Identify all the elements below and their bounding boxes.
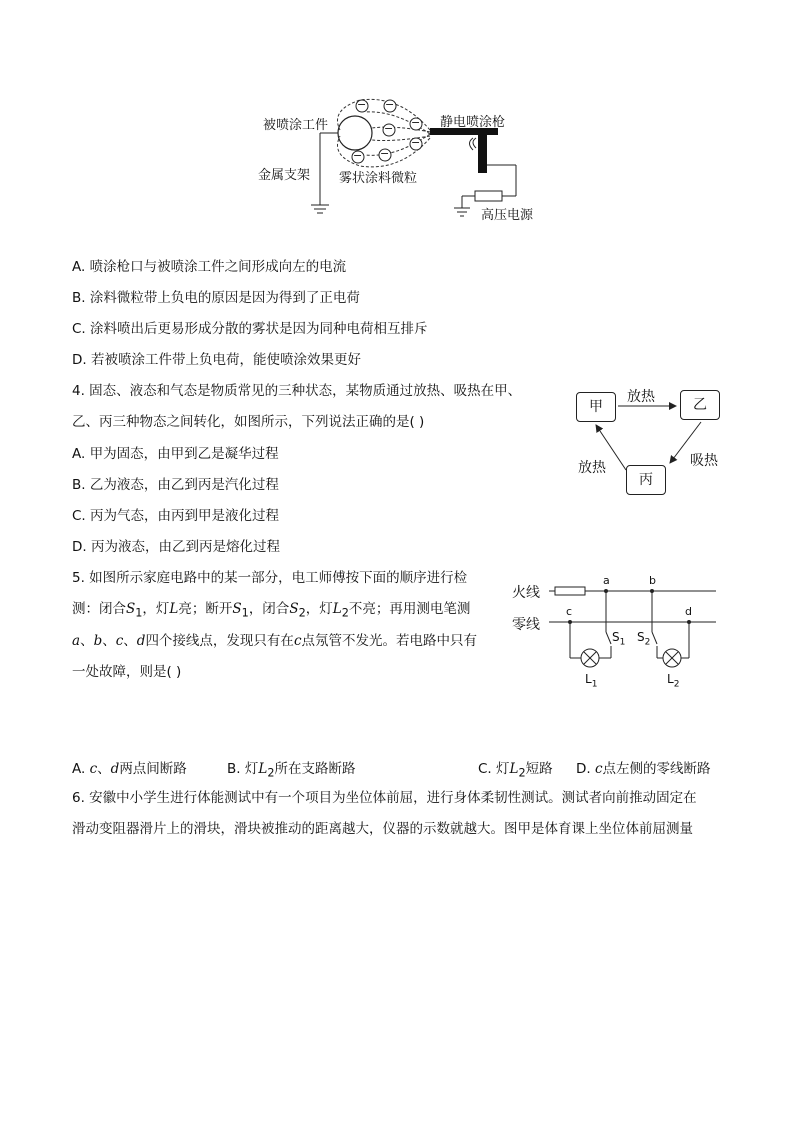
state-jia: 甲 (576, 392, 616, 422)
q3-option-d: D. 若被喷涂工件带上负电荷，能使喷涂效果更好 (72, 352, 361, 368)
charge-sign: − (353, 149, 363, 162)
power-label: 高压电源 (481, 208, 534, 223)
q5-option-b: B. 灯$L_2$所在支路断路 (227, 761, 356, 780)
q6-stem-line2: 滑动变阻器滑片上的滑块，滑块被推动的距离越大，仪器的示数就越大。图甲是体育课上坐位体前屈测量 (72, 821, 693, 837)
q4-option-b: B. 乙为液态，由乙到丙是汽化过程 (72, 477, 279, 493)
state-bing: 丙 (626, 465, 666, 495)
q5-stem-line1: 5. 如图所示家庭电路中的某一部分，电工师傅按下面的顺序进行检 (72, 570, 468, 586)
q4-option-c: C. 丙为气态，由丙到甲是液化过程 (72, 508, 280, 524)
charge-sign: − (385, 98, 395, 111)
q5-stem-line2: 测：闭合$S_1$，灯L亮；断开$S_1$，闭合$S_2$，灯$L_2$不亮；再用测电笔测 (72, 601, 471, 620)
q5-stem-line3: a、b、c、d四个接线点，发现只有在c点氖管不发光。若电路中只有 (72, 633, 477, 649)
live-wire-label: 火线 (512, 585, 540, 601)
particles-label: 雾状涂料微粒 (339, 171, 418, 186)
q3-option-c: C. 涂料喷出后更易形成分散的雾状是因为同种电荷相互排斥 (72, 321, 428, 337)
stand-label: 金属支架 (258, 168, 311, 183)
state-yi: 乙 (680, 390, 720, 420)
q3-option-b: B. 涂料微粒带上负电的原因是因为得到了正电荷 (72, 290, 360, 306)
gun-label: 静电喷涂枪 (440, 115, 506, 130)
lamp-l1-label: $L_1$ (585, 672, 598, 690)
q5-option-a: A. c、d两点间断路 (72, 761, 187, 777)
node-b-label: b (649, 574, 656, 587)
switch-s1-label: $S_1$ (612, 630, 626, 648)
charge-sign: − (380, 147, 390, 160)
q5-option-c: C. 灯$L_2$短路 (478, 761, 553, 780)
neutral-wire-label: 零线 (512, 617, 540, 633)
charge-sign: − (357, 98, 367, 111)
node-c-label: c (566, 605, 573, 618)
arrow-label-right: 吸热 (690, 453, 718, 469)
charge-sign: − (384, 122, 394, 135)
q6-stem-line1: 6. 安徽中小学生进行体能测试中有一个项目为坐位体前屈，进行身体柔韧性测试。测试者向前推动固定在 (72, 790, 697, 806)
q4-option-a: A. 甲为固态，由甲到乙是凝华过程 (72, 446, 279, 462)
lamp-l2-label: $L_2$ (667, 672, 680, 690)
switch-s2-label: $S_2$ (637, 630, 651, 648)
q4-option-d: D. 丙为液态，由乙到丙是熔化过程 (72, 539, 280, 555)
node-a-label: a (603, 574, 610, 587)
charge-sign: − (411, 116, 421, 129)
q4-stem-line2: 乙、丙三种物态之间转化，如图所示，下列说法正确的是( ) (72, 414, 425, 430)
q4-stem-line1: 4. 固态、液态和气态是物质常见的三种状态，某物质通过放热、吸热在甲、 (72, 383, 522, 399)
q3-option-a: A. 喷涂枪口与被喷涂工件之间形成向左的电流 (72, 259, 347, 275)
charge-sign: − (411, 136, 421, 149)
q5-option-d: D. c点左侧的零线断路 (576, 761, 711, 777)
node-d-label: d (685, 605, 692, 618)
q5-stem-line4: 一处故障，则是( ) (72, 664, 182, 680)
arrow-label-left: 放热 (578, 460, 606, 476)
arrow-label-top: 放热 (627, 389, 655, 405)
workpiece-label: 被喷涂工件 (263, 118, 329, 133)
